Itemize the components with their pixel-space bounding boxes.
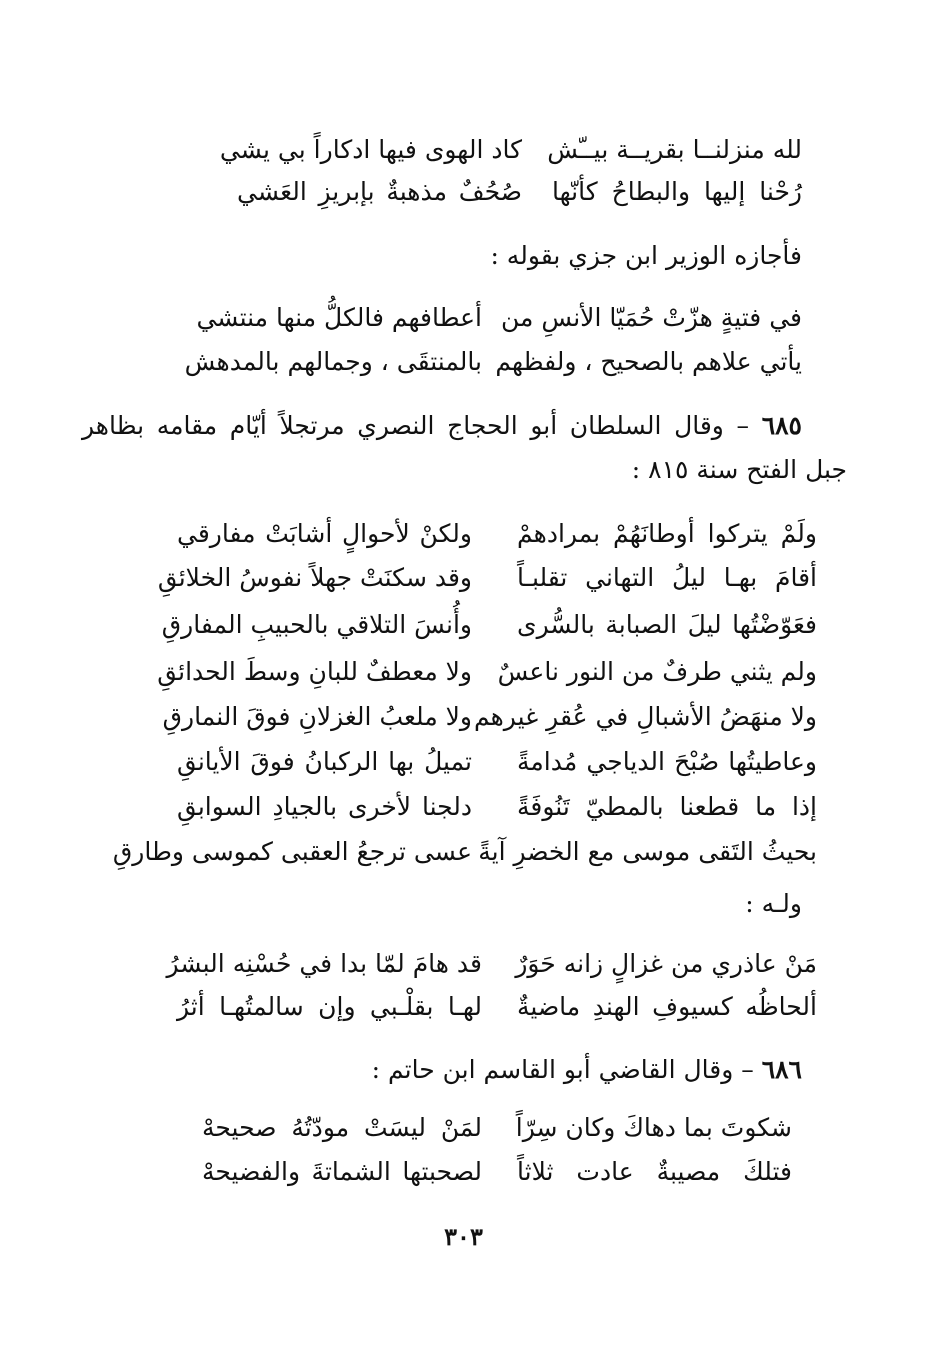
verse-second-hemistich: لمَنْ ليسَتْ مودّتُهُ صحيحهْ [202, 1113, 482, 1142]
verse-first-hemistich: مَنْ عاذري من غزالٍ زانه حَوَرٌ [515, 949, 817, 978]
verse-second-hemistich: تميلُ بها الركبانُ فوقَ الأيانقِ [177, 747, 472, 776]
verse-first-hemistich: رُحْنا إليها والبطاحُ كأنّها [552, 177, 802, 206]
verse-second-hemistich: وأُنسَ التلاقي بالحبيبِ المفارقِ [161, 610, 472, 639]
verse [0, 987, 927, 1027]
verse [0, 130, 927, 170]
verse-first-hemistich: وعاطيتُها صُبْحَ الدياجي مُدامةً [517, 747, 817, 776]
verse-first-hemistich: إذا ما قطعنا بالمطيّ تَنُوفَةً [517, 792, 817, 821]
intro-line: ولـه : [745, 889, 802, 918]
verse-first-hemistich: ولم يثني طرفٌ من النور ناعسٌ [497, 657, 817, 686]
verse-second-hemistich: عسى ترجعُ العقبى كموسى وطارقِ [112, 837, 472, 866]
verse-second-hemistich: ولا ملعبُ الغزلانِ فوقَ النمارقِ [162, 702, 472, 731]
verse-first-hemistich: فتلكَ مصيبةٌ عادت ثلاثاً [517, 1157, 792, 1186]
verse-first-hemistich: ألحاظُه كسيوفِ الهندِ ماضيةٌ [517, 992, 817, 1021]
verse-second-hemistich: لهـا بقلْـبي وإن سالمتُهـا أثرُ [177, 992, 482, 1021]
entry-number: ٦٨٦ [761, 1055, 802, 1084]
verse-first-hemistich: ولا منهَضُ الأشبالِ في عُقرِ غيرهم [473, 702, 817, 731]
verse-first-hemistich: يأتي علاهم بالصحيح ، ولفظهم [495, 347, 802, 376]
verse [0, 1152, 927, 1192]
verse [0, 605, 927, 645]
verse [0, 697, 927, 737]
entry-685-line-1 [82, 406, 802, 446]
verse [0, 832, 927, 872]
verse-first-hemistich: ولَمْ يتركوا أوطانَهُمْ بمرادهمْ [517, 519, 817, 548]
entry-number: ٦٨٥ [761, 411, 802, 440]
verse [0, 944, 927, 984]
verse [0, 742, 927, 782]
entry-text: – وقال القاضي أبو القاسم ابن حاتم : [371, 1055, 754, 1084]
verse-second-hemistich: بالمنتقَى ، وجمالهم بالمدهش [184, 347, 482, 376]
verse [0, 172, 927, 212]
verse-first-hemistich: شكوتَ بما دهاكَ وكان سِرّاً [515, 1113, 792, 1142]
verse-second-hemistich: أعطافهم فالكلُّ منها منتشي [196, 303, 482, 332]
verse [0, 652, 927, 692]
verse-first-hemistich: لله منزلنــا بقريــة بيــّش [547, 135, 802, 164]
verse [0, 298, 927, 338]
verse-second-hemistich: ولا معطفٌ للبانِ وسطَ الحدائقِ [157, 657, 472, 686]
verse [0, 558, 927, 598]
verse-second-hemistich: قد هامَ لمّا بدا في حُسْنِه البشرُ [166, 949, 482, 978]
verse [0, 787, 927, 827]
entry-686-line-1 [372, 1050, 802, 1090]
verse-second-hemistich: لصحبتها الشماتةَ والفضيحهْ [202, 1157, 482, 1186]
verse-first-hemistich: فعَوّضْتُها ليلَ الصبابة بالسُّرى [517, 610, 817, 639]
verse [0, 342, 927, 382]
verse [0, 514, 927, 554]
verse-second-hemistich: كاد الهوى فيها ادكاراً بي يشي [219, 135, 522, 164]
verse-first-hemistich: بحيثُ التَقى موسى مع الخضرِ آيةً [478, 837, 817, 866]
verse [0, 1108, 927, 1148]
entry-685-line-2: جبل الفتح سنة ٨١٥ : [631, 455, 847, 484]
verse-first-hemistich: في فتيةٍ هزّتْ حُمَيّا الأنسِ من [500, 303, 802, 332]
verse-second-hemistich: ولكنْ لأحوالٍ أشابَتْ مفارقي [177, 519, 472, 548]
entry-text: – وقال السلطان أبو الحجاج النصري مرتجلاً أيّام مقامه بظاهر [82, 411, 750, 440]
verse-first-hemistich: أقامَ بهـا ليلُ التهاني تقلبـاً [517, 563, 817, 592]
verse-second-hemistich: دلجنا لأخرى بالجيادِ السوابقِ [177, 792, 472, 821]
page-number: ٣٠٣ [444, 1222, 483, 1251]
intro-line: فأجازه الوزير ابن جزي بقوله : [490, 241, 802, 270]
verse-second-hemistich: وقد سكنَتْ جهلاً نفوسُ الخلائقِ [157, 563, 472, 592]
verse-second-hemistich: صُحُفٌ مذهبةٌ بإبريزِ العَشي [237, 177, 522, 206]
